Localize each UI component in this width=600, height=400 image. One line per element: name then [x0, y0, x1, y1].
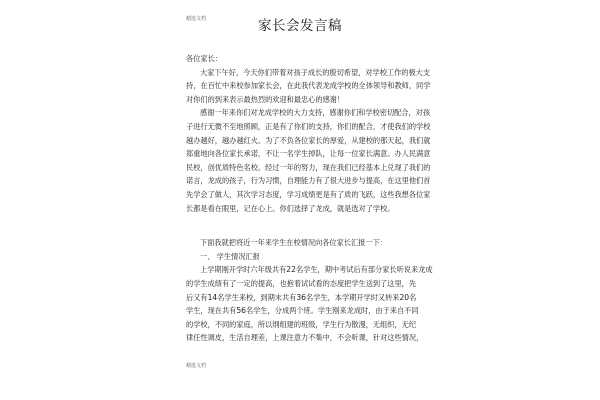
page-footer-tag: 精选文档 — [186, 363, 207, 369]
text-line: 诺言，龙成的孩子，行为习惯，自理能力有了很大进步与提高，在这里他们首 — [186, 176, 431, 186]
student-count: 36 — [296, 292, 306, 302]
student-count: 20 — [399, 292, 410, 302]
text-line: 的学校，不同的家庭，所以纲组建的班级，学生行为散漫，无组织，无纪 — [186, 319, 417, 329]
document-body — [186, 52, 433, 345]
section-heading: 一、 学生情况汇报 — [200, 251, 260, 261]
text-line: 持，在百忙中来校参加家长会，在此我代表龙成学校的全体领导和教师，同学 — [186, 81, 431, 91]
text-line: 对你们的到来表示最热烈的欢迎和最忠心的感谢！ — [186, 94, 345, 104]
paragraph-report-intro: 下面我就把将近一年来学生在校情况向各位家长汇报一下： — [200, 238, 387, 248]
paragraph-spacer — [186, 215, 410, 236]
text-line: 郑重地向各位家长承诺，不让一名学生掉队，让每一位家长满意。办人民满意 — [186, 149, 431, 159]
text-line: 民校，创优质特色名校。经过一年的努力，现在我们已经基本上兑现了我们的 — [186, 162, 431, 172]
text-run: 名 — [409, 292, 417, 302]
text-line: 子进行无微不至地照顾，正是有了你们的支持，你们的配合，才使我们的学校 — [186, 121, 431, 131]
greeting: 各位家长： — [186, 54, 222, 63]
paragraph-welcome — [186, 66, 431, 107]
text-run: 名学生，本学期开学时又转来 — [306, 292, 400, 302]
text-run: 名学生来校，到期末共有 — [217, 292, 297, 302]
text-line: 越办越好，越办越红火。为了不负各位家长的厚爱，从建校的那天起，我们就 — [186, 135, 431, 145]
text-line: 大家下午好，今天你们带着对孩子成长的殷切希望，对学校工作的极大支 — [200, 67, 431, 77]
text-line: 感谢一年来你们对龙成学校的大力支持，感谢你们和学校密切配合，对孩 — [200, 108, 431, 118]
text-line — [186, 291, 417, 305]
text-run: 名学生，期中考试后有部分家长听说来龙成 — [295, 265, 433, 275]
text-line: 长都是看在眼里，记在心上。你们选择了龙成，就是选对了学校。 — [186, 203, 395, 213]
document-title: 家长会发言稿 — [258, 18, 342, 34]
text-line: 律任性调皮，生活自理差，上课注意力不集中，不会听课，针对这些情况， — [186, 333, 424, 343]
text-run: 上学期刚开学时六年级共有 — [200, 265, 287, 275]
text-line: 的学生成绩有了一定的提高，也抱着试试看的态度把学生送到了这里，先 — [186, 278, 417, 288]
student-count: 56 — [236, 306, 246, 316]
text-line — [186, 263, 433, 277]
text-run: 学生，现在共有 — [186, 306, 237, 316]
text-line — [186, 304, 419, 318]
text-run: 名学生，分成两个班。学生刚来龙成时，由于来自不同 — [246, 306, 419, 316]
page-header-tag: 精选文档 — [186, 16, 207, 22]
paragraph-student-report — [186, 263, 433, 345]
text-run: 后又有 — [186, 292, 208, 302]
student-count: 14 — [207, 292, 218, 302]
paragraph-thanks — [186, 106, 431, 215]
student-count: 22 — [286, 265, 296, 275]
text-line: 先学会了做人，其次学习态度，学习成绩更是有了质的飞跃，这些我想各位家 — [186, 189, 431, 199]
